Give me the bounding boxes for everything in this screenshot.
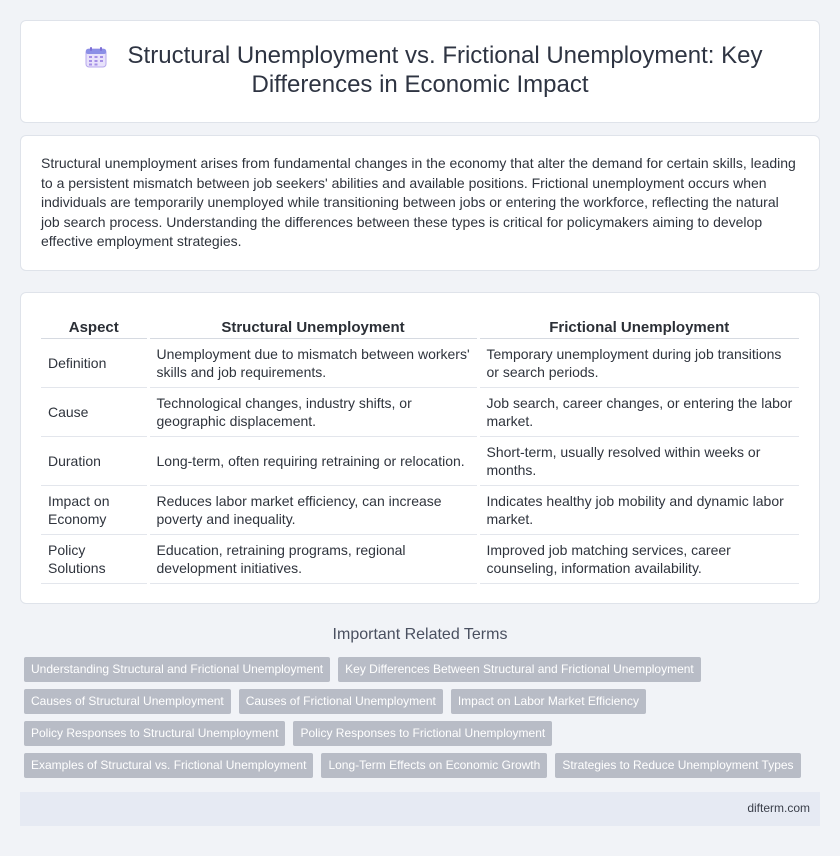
column-header-frictional: Frictional Unemployment [478, 313, 799, 338]
aspect-cell: Policy Solutions [41, 534, 148, 583]
title-card [20, 20, 820, 123]
related-term-tag[interactable]: Causes of Structural Unemployment [24, 689, 231, 714]
frictional-cell: Temporary unemployment during job transitions or search periods. [478, 338, 799, 387]
table-row [41, 338, 799, 387]
related-terms-heading: Important Related Terms [332, 626, 508, 643]
column-header-aspect: Aspect [41, 313, 148, 338]
structural-cell: Long-term, often requiring retraining or relocation. [148, 436, 478, 485]
aspect-cell: Duration [41, 436, 148, 485]
table-row [41, 387, 799, 436]
aspect-cell: Definition [41, 338, 148, 387]
footer [20, 792, 820, 826]
table-row [41, 436, 799, 485]
column-header-structural: Structural Unemployment [148, 313, 478, 338]
page-title-line1: Structural Unemployment vs. Frictional Unemployment: Key [127, 42, 763, 69]
table-row [41, 485, 799, 534]
structural-cell: Unemployment due to mismatch between workers' skills and job requirements. [148, 338, 478, 387]
tag-row [24, 689, 654, 714]
aspect-cell: Impact on Economy [41, 485, 148, 534]
intro-card [20, 135, 820, 271]
related-term-tag[interactable]: Strategies to Reduce Unemployment Types [555, 753, 800, 778]
tag-row [24, 657, 709, 682]
tag-row [24, 721, 560, 746]
frictional-cell: Improved job matching services, career counseling, information availability. [478, 534, 799, 583]
footer-site-link[interactable]: difterm.com [747, 801, 810, 815]
structural-cell: Education, retraining programs, regional development initiatives. [148, 534, 478, 583]
frictional-cell: Indicates healthy job mobility and dynamic labor market. [478, 485, 799, 534]
related-term-tag[interactable]: Policy Responses to Structural Unemployment [24, 721, 285, 746]
frictional-cell: Short-term, usually resolved within weeks or months. [478, 436, 799, 485]
page-title [21, 41, 819, 99]
related-term-tag[interactable]: Impact on Labor Market Efficiency [451, 689, 646, 714]
related-term-tag[interactable]: Long-Term Effects on Economic Growth [321, 753, 547, 778]
related-term-tag[interactable]: Key Differences Between Structural and Frictional Unemployment [338, 657, 701, 682]
related-term-tag[interactable]: Policy Responses to Frictional Unemployment [293, 721, 552, 746]
page-title-line2: Differences in Economic Impact [251, 71, 589, 98]
related-term-tag[interactable]: Causes of Frictional Unemployment [239, 689, 443, 714]
frictional-cell: Job search, career changes, or entering the labor market. [478, 387, 799, 436]
aspect-cell: Cause [41, 387, 148, 436]
comparison-card [20, 292, 820, 604]
comparison-table [41, 313, 799, 584]
structural-cell: Reduces labor market efficiency, can increase poverty and inequality. [148, 485, 478, 534]
structural-cell: Technological changes, industry shifts, or geographic displacement. [148, 387, 478, 436]
tag-row [24, 753, 809, 778]
related-term-tag[interactable]: Understanding Structural and Frictional Unemployment [24, 657, 330, 682]
table-row [41, 534, 799, 583]
related-term-tag[interactable]: Examples of Structural vs. Frictional Unemployment [24, 753, 313, 778]
table-header-row [41, 313, 799, 338]
intro-paragraph: Structural unemployment arises from fundamental changes in the economy that alter the demand for certain skills, leading to a persistent mismatch between job seekers' abilities and available positions. Frictional unemployment occurs when individuals are temporarily unemployed while transitioning between jobs or entering the workforce, reflecting the natural job search process. Understanding the differences between these types is critical for policymakers aiming to develop effective employment strategies. [41, 155, 796, 250]
